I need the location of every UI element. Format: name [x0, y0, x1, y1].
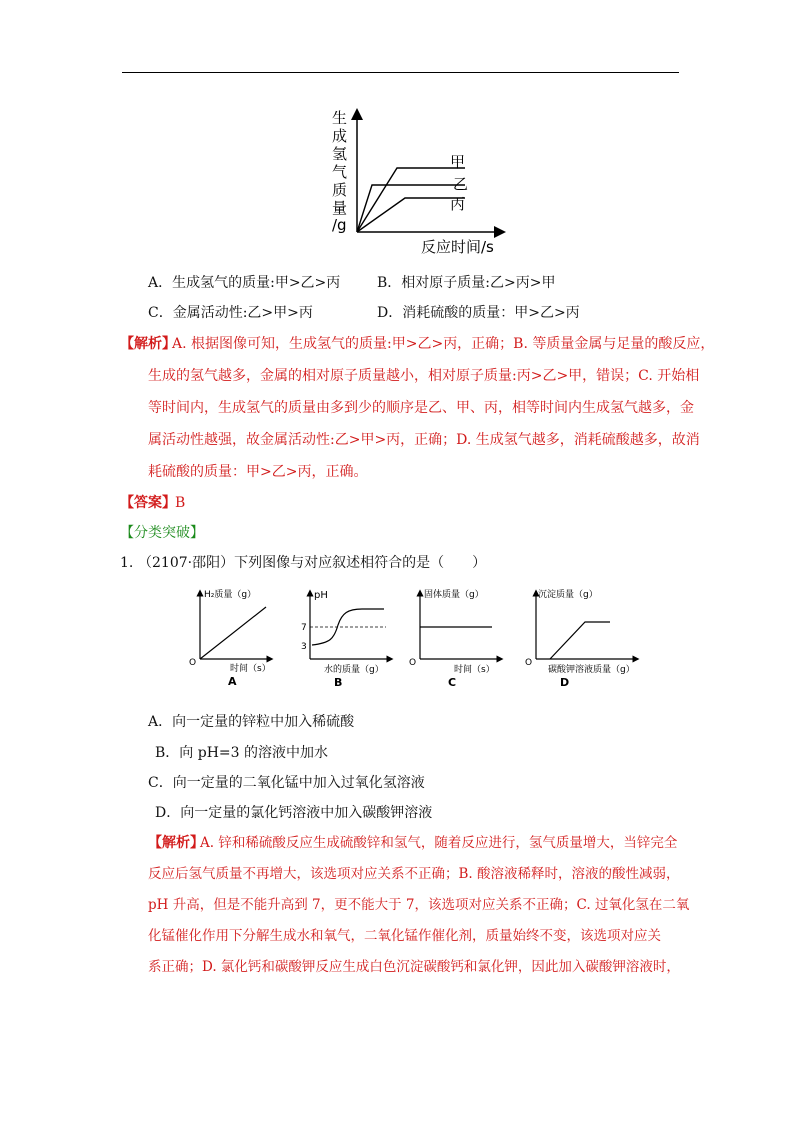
chart-a-origin: O [189, 658, 197, 668]
section-heading: 【分类突破】 [120, 525, 204, 541]
q2-number: 1. [120, 555, 134, 571]
chart-c-ylabel: 固体质量（g） [424, 590, 484, 600]
ylabel-char-5: 质 [332, 181, 348, 199]
q2-stem: （2107·邵阳）下列图像与对应叙述相符合的是（ ） [138, 555, 487, 571]
q2-option-d: D．向一定量的氯化钙溶液中加入碳酸钾溶液 [155, 805, 433, 821]
chart-b-tick-3: 3 [301, 642, 307, 652]
series-yi-line [357, 185, 465, 232]
q1-analysis-line-3: 等时间内，生成氢气的质量由多到少的顺序是乙、甲、丙，相等时间内生成氢气越多，金 [148, 400, 694, 416]
series-label-jia: 甲 [450, 153, 466, 171]
answer-value: B [175, 495, 186, 511]
chart-a-letter: A [228, 675, 237, 688]
q2-chart-d [525, 588, 636, 689]
q1-analysis-tag: 【解析】 [120, 336, 176, 352]
hydrogen-mass-chart [325, 100, 515, 260]
q1-option-d: D．消耗硫酸的质量：甲>乙>丙 [377, 305, 580, 321]
q1-option-c: C．金属活动性:乙>甲>丙 [148, 305, 313, 321]
ylabel-char-4: 气 [332, 163, 348, 181]
series-label-yi: 乙 [453, 175, 469, 193]
chart-a-line [200, 607, 266, 659]
series-bing-line [357, 198, 465, 232]
main-chart-xlabel: 反应时间/s [421, 238, 494, 256]
q2-chart-c [409, 588, 500, 689]
q1-analysis-line-2: 生成的氢气越多，金属的相对原子质量越小，相对原子质量:丙>乙>甲，错误；C. 开始相 [148, 368, 700, 384]
q1-option-b: B．相对原子质量:乙>丙>甲 [377, 275, 556, 291]
series-jia-line [357, 168, 465, 232]
q2-analysis-line-1: A. 锌和稀硫酸反应生成硫酸锌和氢气，随着反应进行，氢气质量增大，当锌完全 [200, 835, 678, 851]
header-rule [122, 72, 679, 73]
chart-a-xlabel: 时间（s） [230, 664, 271, 674]
series-label-bing: 丙 [450, 195, 466, 213]
ylabel-char-3: 氢 [332, 145, 348, 163]
q2-analysis-line-3: pH 升高，但是不能升高到 7，更不能大于 7，该选项对应关系不正确；C. 过氧化氢在二氧 [148, 897, 690, 913]
chart-d-xlabel: 碳酸钾溶液质量（g） [548, 665, 635, 675]
q2-charts [180, 585, 640, 695]
q2-option-a: A．向一定量的锌粒中加入稀硫酸 [148, 714, 355, 730]
chart-b-letter: B [334, 676, 343, 689]
chart-d-letter: D [560, 676, 570, 689]
ylabel-char-2: 成 [332, 127, 348, 145]
q1-option-a: A．生成氢气的质量:甲>乙>丙 [148, 275, 341, 291]
ylabel-char-6: 量 [332, 199, 348, 217]
chart-d-line [550, 622, 610, 659]
q1-analysis-line-5: 耗硫酸的质量：甲>乙>丙，正确。 [148, 464, 368, 480]
q2-analysis-tag: 【解析】 [148, 835, 204, 851]
ylabel-char-1: 生 [332, 109, 348, 127]
chart-c-xlabel: 时间（s） [454, 665, 495, 675]
q1-analysis-line-4: 属活动性越强，故金属活动性:乙>甲>丙，正确；D. 生成氢气越多，消耗硫酸越多，故消 [148, 432, 700, 448]
q2-option-b: B．向 pH=3 的溶液中加水 [155, 745, 328, 761]
q2-analysis-line-5: 系正确；D. 氯化钙和碳酸钾反应生成白色沉淀碳酸钙和氯化钾，因此加入碳酸钾溶液时， [148, 959, 680, 975]
chart-b-tick-7: 7 [301, 623, 307, 633]
chart-a-ylabel: H₂质量（g） [204, 590, 257, 600]
q2-option-c: C．向一定量的二氧化锰中加入过氧化氢溶液 [148, 775, 425, 791]
q1-analysis-line-1: A. 根据图像可知，生成氢气的质量:甲>乙>丙，正确；B. 等质量金属与足量的酸反应， [172, 336, 715, 352]
q2-chart-b [301, 590, 390, 689]
ylabel-char-7: /g [332, 216, 347, 234]
chart-b-ylabel: pH [314, 590, 328, 601]
chart-c-origin: O [409, 658, 417, 668]
q2-analysis-line-2: 反应后氢气质量不再增大，该选项对应关系不正确；B. 酸溶液稀释时，溶液的酸性减弱， [148, 866, 680, 882]
chart-b-xlabel: 水的质量（g） [324, 665, 384, 675]
q2-chart-a [189, 588, 271, 688]
chart-c-letter: C [448, 676, 457, 689]
chart-d-origin: O [525, 658, 533, 668]
q2-analysis-line-4: 化锰催化作用下分解生成水和氧气，二氧化锰作催化剂，质量始终不变，该选项对应关 [148, 928, 661, 944]
chart-d-ylabel: 沉淀质量（g） [538, 590, 598, 600]
answer-tag: 【答案】 [120, 495, 176, 511]
